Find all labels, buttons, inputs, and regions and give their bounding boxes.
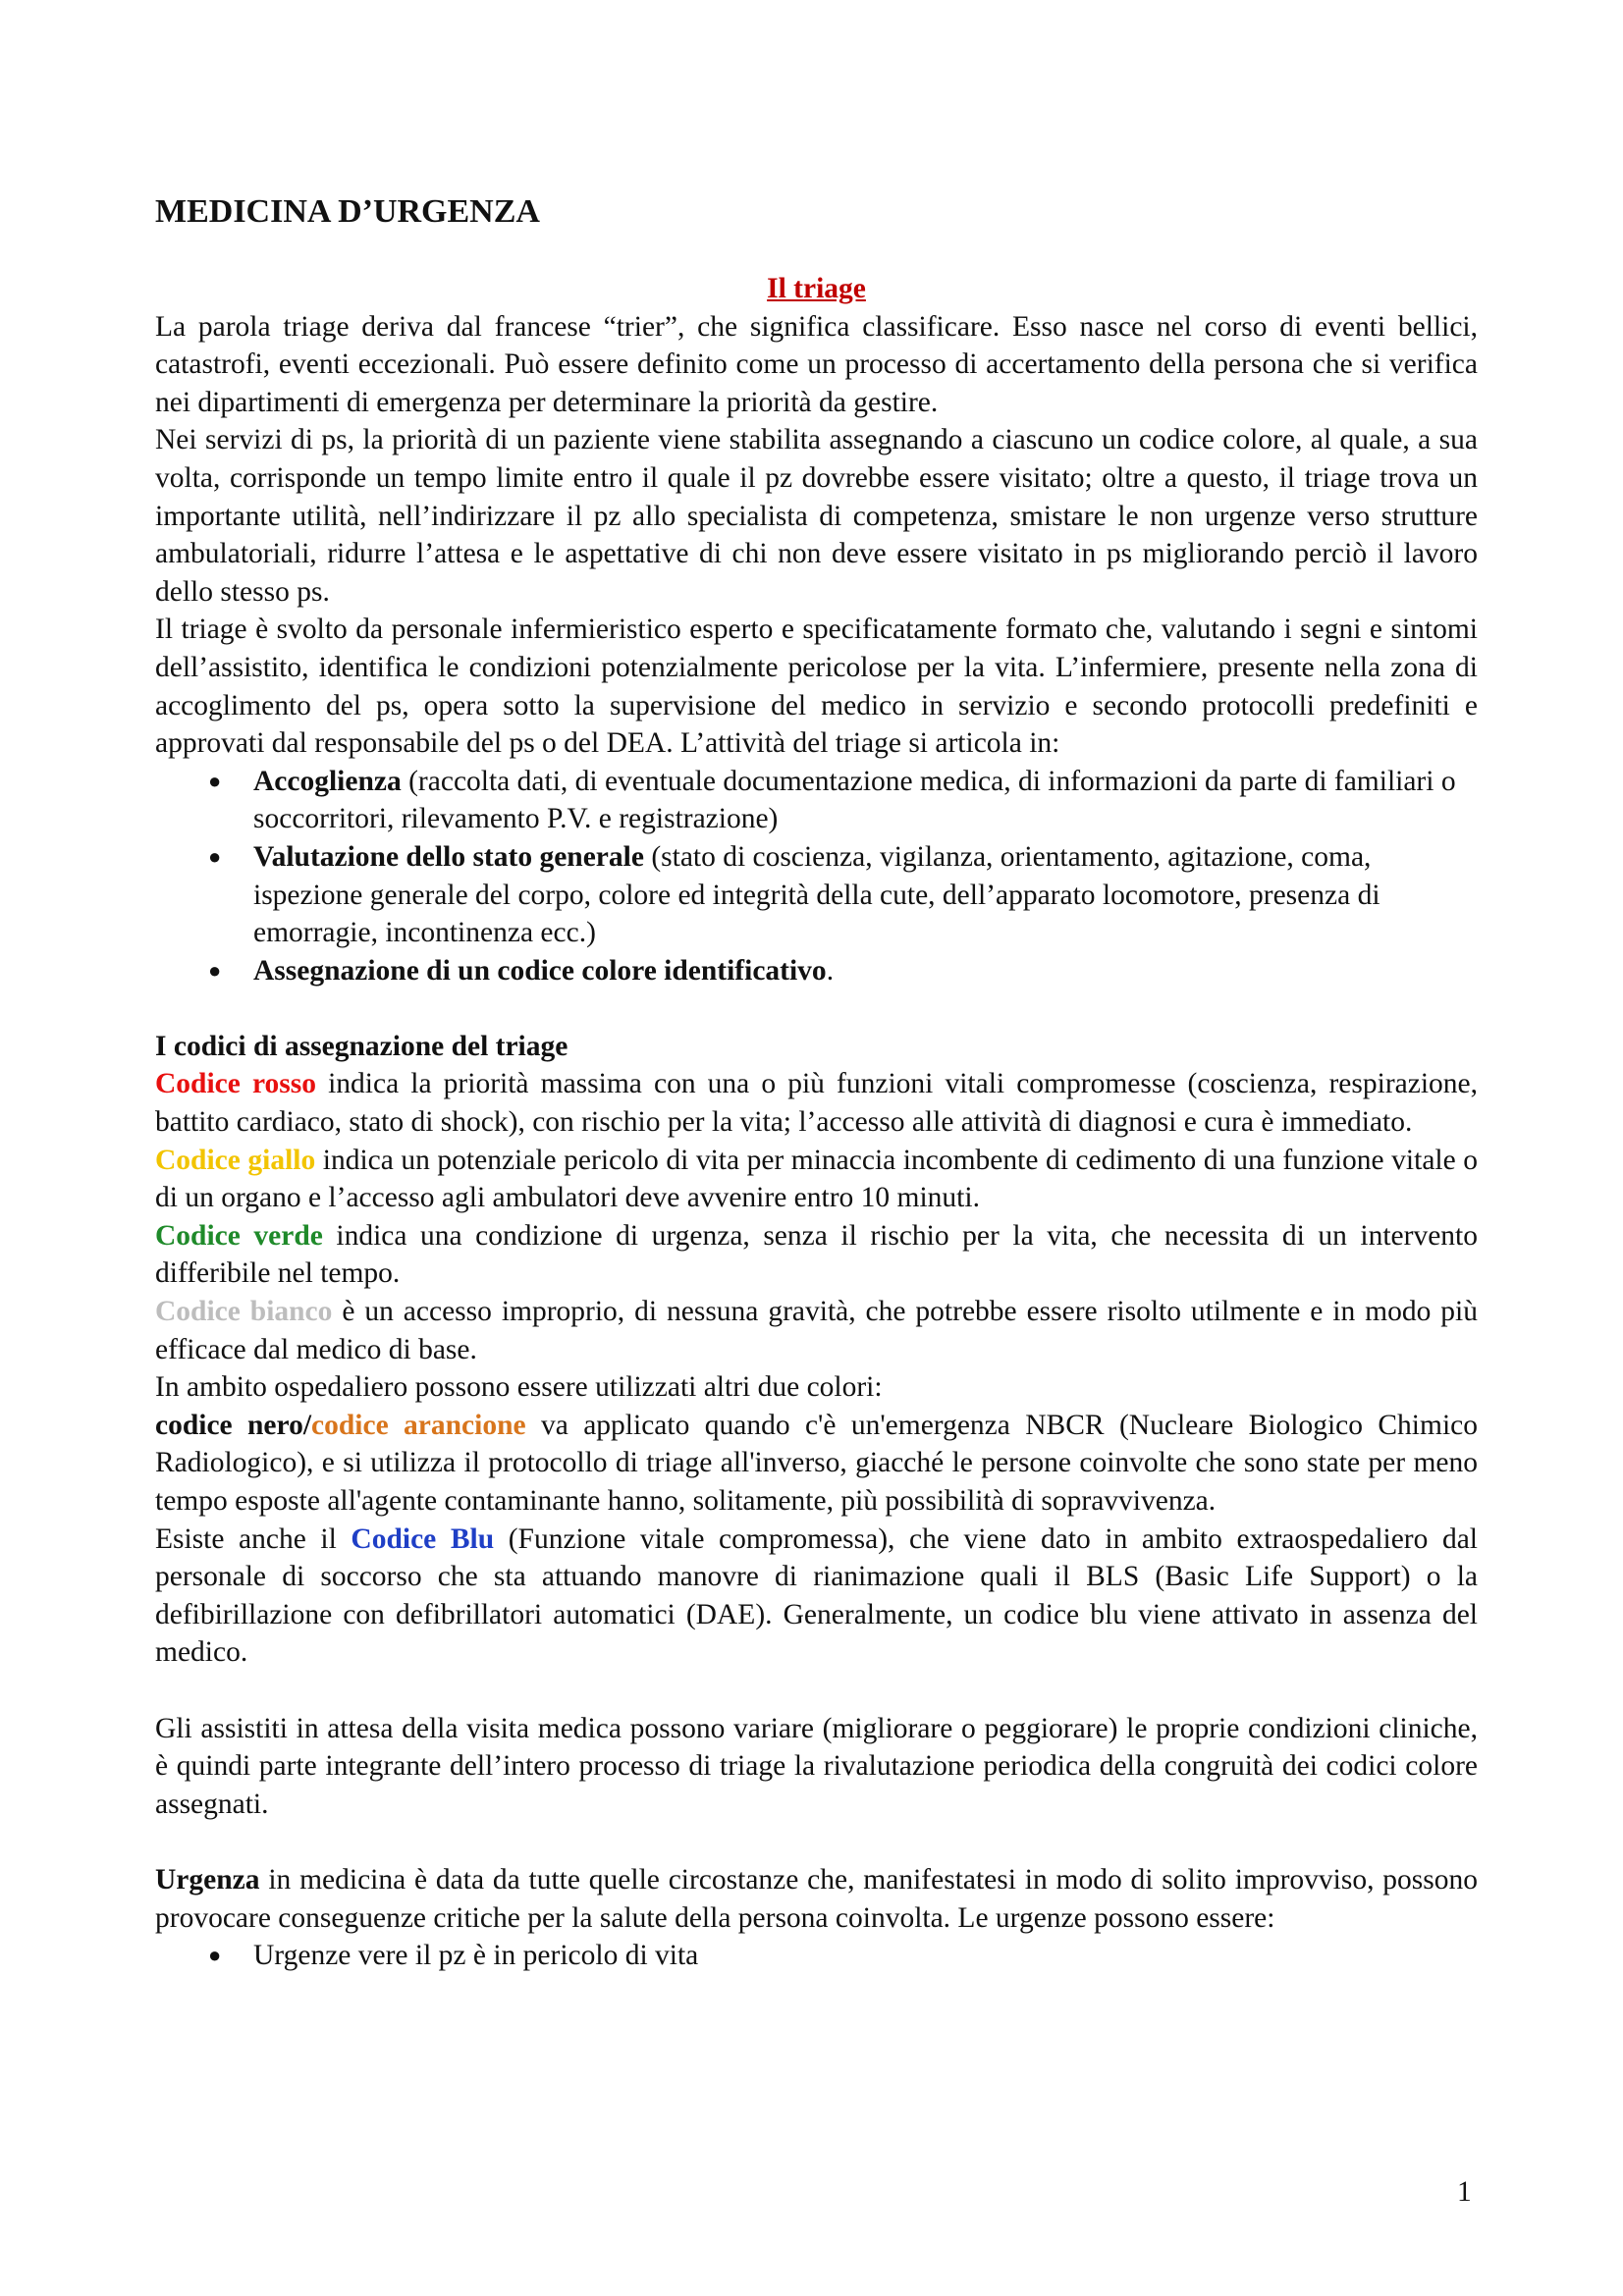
code-desc-rosso: indica la priorità massima con una o più funzioni vitali compromesse (coscienza, respirazione, battito cardiaco, stato di shock), con rischio per la vita; l’accesso alle attività di diagnosi e cura è immediato.: [155, 1068, 1478, 1139]
document-title: MEDICINA D’URGENZA: [155, 193, 540, 230]
code-label-verde: Codice verde: [155, 1219, 323, 1252]
bullet-icon: ●: [208, 1943, 222, 1968]
paragraph-triage-definition: La parola triage deriva dal francese “trier”, che significa classificare. Esso nasce nel corso di eventi bellici, catastrofi, eventi eccezionali. Può essere definito come un processo di accertamento della persona che si verifica nei dipartimenti di emergenza per determinare la priorità da gestire.: [155, 310, 1478, 418]
code-desc-verde: indica una condizione di urgenza, senza il rischio per la vita, che necessita di un intervento differibile nel tempo.: [155, 1219, 1478, 1290]
spacer: [155, 989, 1478, 1028]
list-item-text: (raccolta dati, di eventuale documentazione medica, di informazioni da parte di familiari o soccorritori, rilevamento P.V. e registrazione): [253, 765, 1456, 835]
triage-activities-list: [155, 763, 1478, 990]
code-desc-bianco: è un accesso improprio, di nessuna gravità, che potrebbe essere risolto utilmente e in modo più efficace dal medico di base.: [155, 1296, 1478, 1365]
list-item-text: Urgenze vere il pz è in pericolo di vita: [253, 1940, 699, 1972]
paragraph-codice-rosso: [155, 1065, 1478, 1141]
code-desc-nero-arancione: va applicato quando c'è un'emergenza NBCR (Nucleare Biologico Chimico Radiologico), e si utilizza il protocollo di triage all'inverso, giacché le persone coinvolte che sono state per meno tempo esposte all'agente contaminante hanno, solitamente, più possibilità di sopravvivenza.: [155, 1409, 1478, 1517]
paragraph-codice-verde: [155, 1217, 1478, 1293]
paragraph-altri-colori: In ambito ospedaliero possono essere utilizzati altri due colori:: [155, 1371, 883, 1404]
code-label-rosso: Codice rosso: [155, 1068, 316, 1100]
code-label-bianco: Codice bianco: [155, 1296, 333, 1328]
code-label-blu: Codice Blu: [351, 1522, 495, 1555]
bullet-icon: ●: [208, 768, 222, 793]
list-item: [208, 952, 1478, 990]
paragraph-triage-priority: Nei servizi di ps, la priorità di un paziente viene stabilita assegnando a ciascuno un codice colore, al quale, a sua volta, corrisponde un tempo limite entro il quale il pz dovrebbe essere visitato; oltre a questo, il triage trova un importante utilità, nell’indirizzare il pz allo specialista di competenza, smistare le non urgenze verso strutture ambulatoriali, ridurre l’attesa e le aspettative di chi non deve essere visitato in ps migliorando perciò il lavoro dello stesso ps.: [155, 424, 1478, 608]
code-label-arancione: codice arancione: [311, 1409, 526, 1441]
list-item: [208, 1937, 1478, 1975]
section-heading-codes: [155, 1028, 1478, 1066]
code-blu-intro: Esiste anche il: [155, 1522, 352, 1555]
section-heading-triage: Il triage: [767, 273, 866, 304]
list-item-text: (stato di coscienza, vigilanza, orientamento, agitazione, coma, ispezione generale del corpo, colore ed integrità della cute, dell’apparato locomotore, presenza di emorragie, incontinenza ecc.): [253, 840, 1380, 949]
page-number: 1: [1457, 2176, 1472, 2208]
paragraph-triage-staff: Il triage è svolto da personale infermieristico esperto e specificatamente formato che, valutando i segni e sintomi dell’assistito, identifica le condizioni potenzialmente pericolose per la vita. L’infermiere, presente nella zona di accoglimento del ps, opera sotto la supervisione del medico in servizio e secondo protocolli predefiniti e approvati dal responsabile del ps o del DEA. L’attività del triage si articola in:: [155, 614, 1478, 760]
code-label-giallo: Codice giallo: [155, 1144, 316, 1176]
bullet-icon: ●: [208, 957, 222, 983]
code-desc-blu: (Funzione vitale compromessa), che viene dato in ambito extraospedaliero dal personale di soccorso che sta attuando manovre di rianimazione quali il BLS (Basic Life Support) o la defibirillazione con defibrillatori automatici (DAE). Generalmente, un codice blu viene attivato in assenza del medico.: [155, 1522, 1478, 1669]
list-item: [208, 763, 1478, 838]
paragraph-codice-giallo: [155, 1142, 1478, 1217]
list-item-bold: Assegnazione di un codice colore identificativo: [253, 954, 827, 987]
urgenza-text: in medicina è data da tutte quelle circostanze che, manifestatesi in modo di solito improvviso, possono provocare conseguenze critiche per la salute della persona coinvolta. Le urgenze possono essere:: [155, 1863, 1478, 1934]
paragraph-codice-blu: [155, 1521, 1478, 1672]
spacer: [155, 1672, 1478, 1710]
code-label-nero: codice nero/: [155, 1409, 312, 1441]
list-item-bold: Accoglienza: [253, 765, 402, 797]
bullet-icon: ●: [208, 843, 222, 869]
code-desc-giallo: indica un potenziale pericolo di vita per minaccia incombente di cedimento di una funzione vitale o di un organo e l’accesso agli ambulatori deve avvenire entro 10 minuti.: [155, 1144, 1478, 1214]
urgenze-list: [155, 1937, 1478, 1975]
paragraph-urgenza: [155, 1861, 1478, 1937]
list-item: [208, 838, 1478, 952]
urgenza-bold: Urgenza: [155, 1863, 260, 1896]
paragraph-codice-bianco: [155, 1293, 1478, 1368]
paragraph-codice-nero-arancione: [155, 1407, 1478, 1521]
document-page: [155, 192, 1478, 1975]
paragraph-rivalutazione: Gli assistiti in attesa della visita medica possono variare (migliorare o peggiorare) le proprie condizioni cliniche, è quindi parte integrante dell’intero processo di triage la rivalutazione periodica della congruità dei codici colore assegnati.: [155, 1712, 1478, 1820]
list-item-bold: Valutazione dello stato generale: [253, 840, 644, 873]
codes-heading-text: I codici di assegnazione del triage: [155, 1030, 568, 1062]
list-item-text: .: [826, 954, 835, 987]
spacer: [155, 1823, 1478, 1861]
